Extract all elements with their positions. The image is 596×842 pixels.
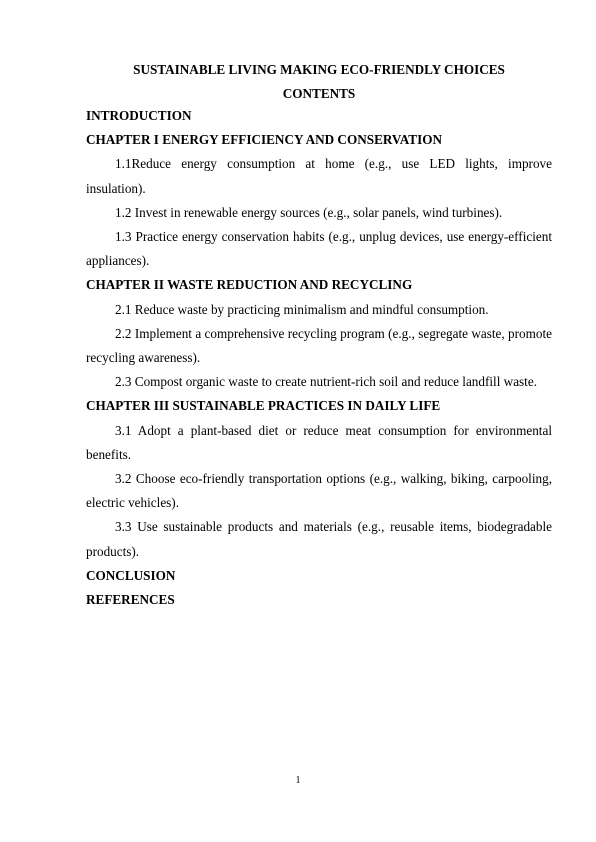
table-of-contents [86, 104, 552, 612]
document-title: SUSTAINABLE LIVING MAKING ECO-FRIENDLY CHOICES [133, 62, 505, 77]
toc-item-2-2: 2.2 Implement a comprehensive recycling program (e.g., segregate waste, promote recycling awareness). [86, 325, 552, 366]
toc-heading-conclusion: CONCLUSION [86, 567, 176, 583]
toc-item-3-3: 3.3 Use sustainable products and materials (e.g., reusable items, biodegradable products). [86, 519, 552, 559]
page-number: 1 [295, 775, 301, 786]
toc-heading-introduction: INTRODUCTION [86, 108, 192, 123]
title-block [86, 58, 552, 106]
toc-item-3-2: 3.2 Choose eco-friendly transportation options (e.g., walking, biking, carpooling, electric vehicles). [86, 471, 552, 511]
toc-item-2-1: 2.1 Reduce waste by practicing minimalism and mindful consumption. [115, 301, 489, 317]
toc-heading-chapter-3: CHAPTER III SUSTAINABLE PRACTICES IN DAILY LIFE [86, 398, 441, 414]
toc-item-3-1: 3.1 Adopt a plant-based diet or reduce meat consumption for environmental benefits. [86, 422, 552, 462]
toc-item-1-1: 1.1Reduce energy consumption at home (e.g., use LED lights, improve insulation). [86, 156, 552, 196]
toc-item-1-3: 1.3 Practice energy conservation habits (e.g., unplug devices, use energy-efficient appliances). [86, 229, 552, 269]
toc-heading-references: REFERENCES [86, 592, 175, 608]
toc-item-1-2: 1.2 Invest in renewable energy sources (e.g., solar panels, wind turbines). [115, 204, 503, 220]
toc-item-2-3: 2.3 Compost organic waste to create nutrient-rich soil and reduce landfill waste. [115, 374, 537, 390]
toc-heading-chapter-2: CHAPTER II WASTE REDUCTION AND RECYCLING [86, 277, 413, 293]
contents-heading: CONTENTS [282, 86, 356, 101]
toc-heading-chapter-1: CHAPTER I ENERGY EFFICIENCY AND CONSERVATION [86, 132, 443, 148]
